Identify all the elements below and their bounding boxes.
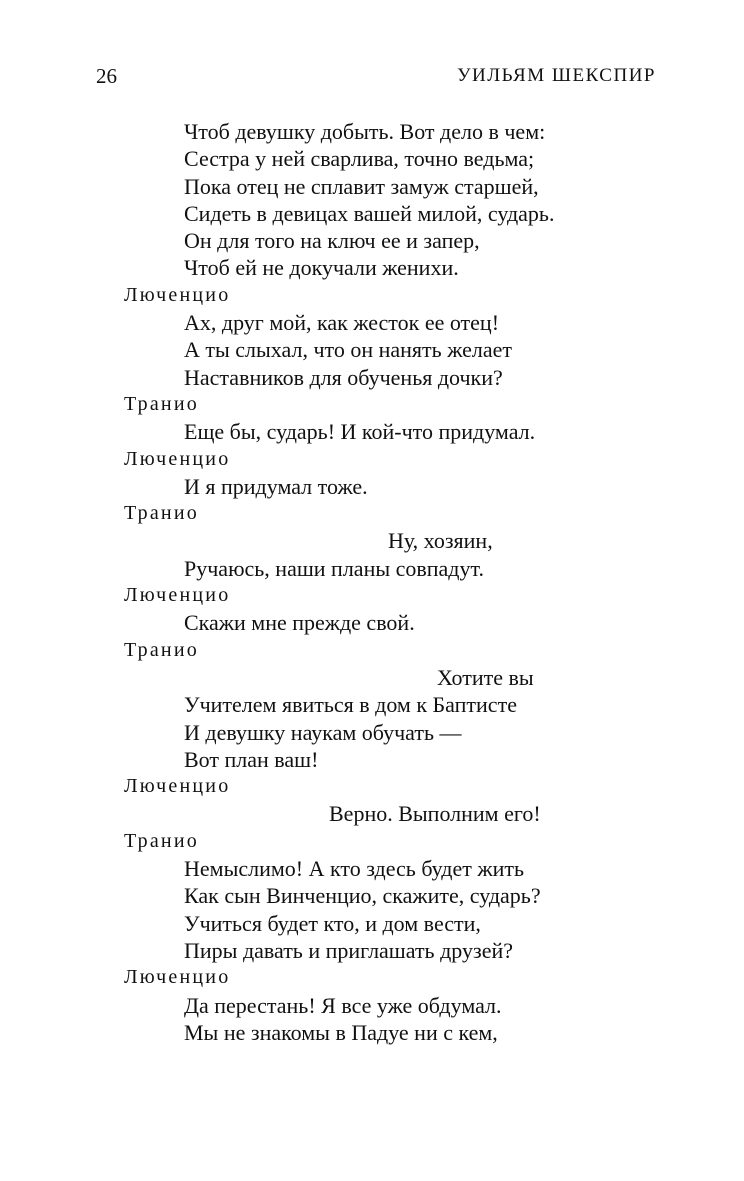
page-number: 26: [96, 64, 117, 88]
half-line: Верно. Выполним его!: [329, 801, 541, 827]
half-line: Ну, хозяин,: [388, 528, 493, 554]
verse-line: Учиться будет кто, и дом вести,: [184, 910, 481, 936]
verse-line: Да перестань! Я все уже обдумал.: [184, 992, 502, 1018]
half-line: Хотите вы: [437, 664, 534, 690]
running-head: УИЛЬЯМ ШЕКСПИР: [457, 65, 656, 86]
verse-line: Немыслимо! А кто здесь будет жить: [184, 856, 524, 882]
verse-line: Чтоб девушку добыть. Вот дело в чем:: [184, 119, 546, 144]
verse-line: Еще бы, сударь! И кой-что придумал.: [184, 419, 536, 445]
play-text: [0, 118, 744, 1046]
verse-line: Пока отец не сплавит замуж старшей,: [184, 173, 539, 199]
verse-line: Вот план ваш!: [184, 746, 319, 772]
verse-line: Как сын Винченцио, скажите, сударь?: [184, 883, 541, 909]
speaker-name: Транио: [124, 392, 199, 415]
speaker-name: Транио: [124, 502, 199, 525]
verse-line: Он для того на ключ ее и запер,: [184, 228, 480, 254]
verse-line: И я придумал тоже.: [184, 473, 368, 499]
speaker-name: Люченцио: [124, 775, 231, 798]
verse-line: Сестра у ней сварлива, точно ведьма;: [184, 146, 535, 172]
verse-line: Пиры давать и приглашать друзей?: [184, 937, 513, 963]
verse-line: Наставников для обученья дочки?: [184, 364, 503, 390]
speaker-name: Люченцио: [124, 283, 231, 306]
verse-line: И девушку наукам обучать —: [184, 719, 462, 745]
verse-line: Чтоб ей не докучали женихи.: [184, 255, 459, 281]
verse-line: Сидеть в девицах вашей милой, сударь.: [184, 200, 555, 226]
verse-line: Ах, друг мой, как жесток ее отец!: [184, 310, 500, 336]
verse-line: Учителем явиться в дом к Баптисте: [184, 692, 517, 718]
verse-line: Ручаюсь, наши планы совпадут.: [184, 555, 484, 581]
speaker-name: Люченцио: [124, 447, 231, 470]
speaker-name: Транио: [124, 638, 199, 661]
verse-line: А ты слыхал, что он нанять желает: [184, 337, 512, 363]
speaker-name: Люченцио: [124, 966, 231, 989]
verse-line: Мы не знакомы в Падуе ни с кем,: [184, 1019, 498, 1045]
speaker-name: Транио: [124, 829, 199, 852]
verse-line: Скажи мне прежде свой.: [184, 610, 415, 636]
speaker-name: Люченцио: [124, 584, 231, 607]
